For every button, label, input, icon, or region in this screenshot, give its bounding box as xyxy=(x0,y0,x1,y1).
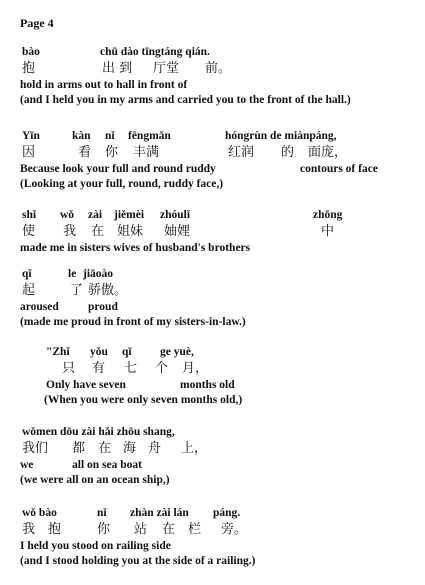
stanza-2 xyxy=(0,128,425,192)
english-line xyxy=(0,458,425,472)
pinyin-text: jiāoào xyxy=(83,268,114,280)
chinese-line xyxy=(0,521,425,539)
translation-line xyxy=(0,392,425,408)
pinyin-text: zài xyxy=(88,209,103,221)
chinese-text: 因 xyxy=(22,145,36,160)
chinese-text: 骄傲。 xyxy=(88,283,128,298)
english-line xyxy=(0,78,425,92)
english-text: hold in arms out to hall in front of xyxy=(20,79,188,91)
chinese-text: 都 xyxy=(72,441,86,456)
chinese-text: 你 xyxy=(105,145,119,160)
translation-line xyxy=(0,472,425,488)
pinyin-text: hóngrùn de miànpáng, xyxy=(225,130,337,142)
pinyin-line xyxy=(0,207,425,223)
pinyin-line xyxy=(0,266,425,282)
chinese-text: 出 到 xyxy=(102,61,133,76)
chinese-line xyxy=(0,440,425,458)
chinese-text: 月， xyxy=(182,361,209,376)
english-text: Because look your full and round ruddy xyxy=(20,163,216,175)
chinese-text: 上， xyxy=(181,441,208,456)
chinese-text: 红润 xyxy=(228,145,255,160)
chinese-text: 妯娌 xyxy=(164,224,191,239)
pinyin-line xyxy=(0,44,425,60)
pinyin-text: fēngmǎn xyxy=(128,130,171,142)
chinese-text: 我 xyxy=(63,224,77,239)
chinese-text: 七 xyxy=(124,361,138,376)
chinese-text: 了 xyxy=(70,283,84,298)
translation-line xyxy=(0,176,425,192)
chinese-text: 厅堂 xyxy=(153,61,180,76)
english-line xyxy=(0,539,425,553)
chinese-text: 抱 xyxy=(48,522,62,537)
translation-line xyxy=(0,314,425,330)
english-text: months old xyxy=(180,379,235,391)
stanza-7 xyxy=(0,505,425,569)
translation-text: (and I held you in my arms and carried you to the front of the hall.) xyxy=(20,94,351,106)
pinyin-line xyxy=(0,344,425,360)
chinese-text: 在 xyxy=(91,224,105,239)
pinyin-text: Yīn xyxy=(22,130,40,142)
stanza-3 xyxy=(0,207,425,255)
translation-text: (we were all on an ocean ship,) xyxy=(20,474,170,486)
english-line xyxy=(0,241,425,255)
stanza-4 xyxy=(0,266,425,330)
pinyin-line xyxy=(0,424,425,440)
chinese-line xyxy=(0,60,425,78)
english-text: proud xyxy=(88,301,118,313)
english-text: made me in sisters wives of husband's brothers xyxy=(20,242,251,254)
pinyin-text: wǒ xyxy=(60,209,75,221)
chinese-text: 起 xyxy=(22,283,36,298)
chinese-text: 丰满 xyxy=(133,145,160,160)
translation-line xyxy=(0,553,425,569)
chinese-text: 抱 xyxy=(22,61,36,76)
pinyin-text: zhōng xyxy=(313,209,343,221)
chinese-text: 个 xyxy=(155,361,169,376)
english-text: Only have seven xyxy=(46,379,126,391)
chinese-text: 面庞， xyxy=(308,145,348,160)
chinese-text: 使 xyxy=(22,224,36,239)
pinyin-text: wǒ bào xyxy=(22,507,57,519)
chinese-text: 前。 xyxy=(205,61,232,76)
pinyin-text: zhóulǐ xyxy=(160,209,191,221)
chinese-text: 在 xyxy=(98,441,112,456)
chinese-text: 栏 xyxy=(188,522,202,537)
stanza-6 xyxy=(0,424,425,488)
pinyin-line xyxy=(0,505,425,521)
chinese-text: 你 xyxy=(97,522,111,537)
chinese-line xyxy=(0,144,425,162)
chinese-text: 我 xyxy=(22,522,36,537)
english-text: contours of face xyxy=(300,163,378,175)
pinyin-text: ge yuè, xyxy=(160,346,194,358)
pinyin-text: zhàn zài lán xyxy=(130,507,189,519)
chinese-text: 舟 xyxy=(148,441,162,456)
english-line xyxy=(0,162,425,176)
chinese-line xyxy=(0,223,425,241)
chinese-text: 我们 xyxy=(22,441,49,456)
english-line xyxy=(0,378,425,392)
stanza-1 xyxy=(0,44,425,108)
pinyin-text: páng. xyxy=(213,507,241,519)
pinyin-text: qī xyxy=(122,346,132,358)
chinese-text: 海 xyxy=(123,441,137,456)
pinyin-text: chū dào tīngtáng qián. xyxy=(100,46,210,58)
pinyin-text: kàn xyxy=(72,130,91,142)
pinyin-text: nǐ xyxy=(97,507,107,519)
chinese-text: 的 xyxy=(281,145,295,160)
translation-line xyxy=(0,92,425,108)
english-text: all on sea boat xyxy=(72,459,142,471)
pinyin-line xyxy=(0,128,425,144)
chinese-text: 看 xyxy=(78,145,92,160)
chinese-text: 在 xyxy=(162,522,176,537)
chinese-line xyxy=(0,282,425,300)
translation-text: (Looking at your full, round, ruddy face,) xyxy=(20,178,224,190)
pinyin-text: nǐ xyxy=(105,130,115,142)
pinyin-text: yǒu xyxy=(90,346,108,358)
pinyin-text: "Zhǐ xyxy=(46,346,70,358)
english-line xyxy=(0,300,425,314)
english-text: we xyxy=(20,459,34,471)
chinese-line xyxy=(0,360,425,378)
translation-text: (made me proud in front of my sisters-in-law.) xyxy=(20,316,246,328)
chinese-text: 旁。 xyxy=(221,522,248,537)
pinyin-text: wǒmen dōu zài hǎi zhōu shang, xyxy=(22,426,175,438)
translation-text: (When you were only seven months old,) xyxy=(44,394,243,406)
chinese-text: 站 xyxy=(134,522,148,537)
pinyin-text: bào xyxy=(22,46,40,58)
stanza-5 xyxy=(0,344,425,408)
chinese-text: 有 xyxy=(92,361,106,376)
english-text: aroused xyxy=(20,301,59,313)
pinyin-text: shǐ xyxy=(22,209,37,221)
chinese-text: 中 xyxy=(321,224,335,239)
translation-text: (and I stood holding you at the side of a railing.) xyxy=(20,555,256,567)
page-number: Page 4 xyxy=(20,16,54,30)
pinyin-text: le xyxy=(68,268,77,280)
chinese-text: 只 xyxy=(62,361,76,376)
chinese-text: 姐妹 xyxy=(117,224,144,239)
pinyin-text: jiěmèi xyxy=(114,209,145,221)
english-text: I held you stood on railing side xyxy=(20,540,171,552)
pinyin-text: qǐ xyxy=(22,268,32,280)
